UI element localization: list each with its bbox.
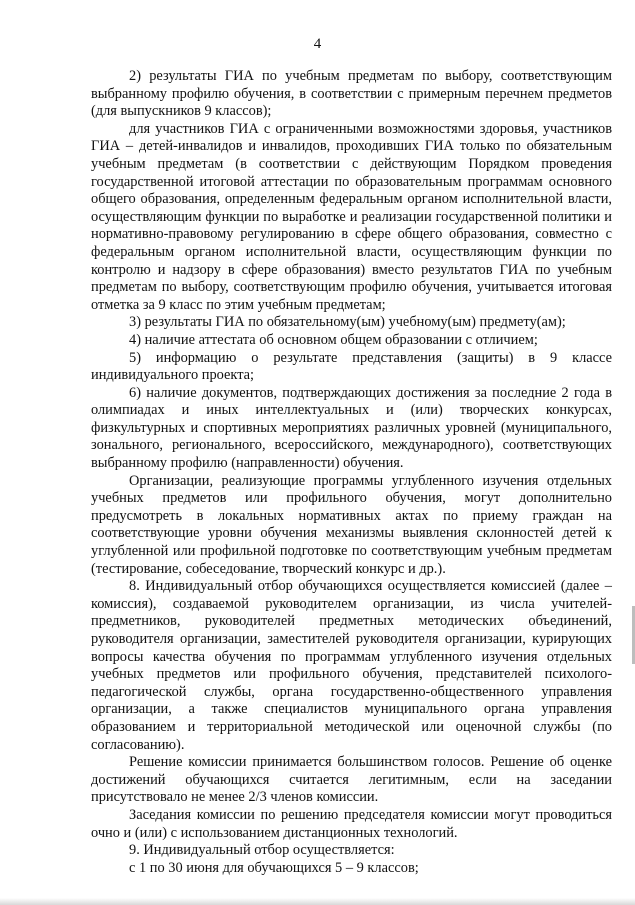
paragraph-item-3-mandatory-results: 3) результаты ГИА по обязательному(ым) учебному(ым) предмету(ам); <box>129 314 566 331</box>
paragraph-section-8-commission: 8. Индивидуальный отбор обучающихся осуществляется комиссией (далее – комиссия), создаваемой руководителем организации, из числа учителей-предметников, руководителей предметных методических объединений, руководителя организации, заместителей руководителя организации, курирующих вопросы качества обучения по программам углубленного изучения отдельных учебных предметов или профильного обучения, представителей психолого-педагогической службы, органа государственно-общественного управления организации, а также специалистов муниципального органа управления образованием и территориальной методической или оценочной службы (по согласованию). <box>91 578 612 753</box>
paragraph-section-9-selection: 9. Индивидуальный отбор осуществляется: <box>129 842 395 859</box>
scan-bottom-strip <box>0 898 635 905</box>
paragraph-selection-dates: с 1 по 30 июня для обучающихся 5 – 9 классов; <box>129 859 419 876</box>
document-body <box>91 68 612 877</box>
paragraph-item-4-certificate: 4) наличие аттестата об основном общем образовании с отличием; <box>129 331 538 348</box>
paragraph-item-5-project: 5) информацию о результате представления (защиты) в 9 классе индивидуального проекта; <box>91 349 612 384</box>
page-number: 4 <box>313 36 322 52</box>
paragraph-organizations: Организации, реализующие программы углубленного изучения отдельных учебных предметов или профильного обучения, могут дополнительно предусмотреть в локальных нормативных актах по приему граждан на соответствующие уровни обучения механизмы выявления склонностей детей к углубленной или профильной подготовке по соответствующим учебным предметам (тестирование, собеседование, творческий конкурс и др.). <box>91 472 612 577</box>
paragraph-disabled-participants: для участников ГИА с ограниченными возможностями здоровья, участников ГИА – детей-инвалидов и инвалидов, проходивших ГИА только по обязательным учебным предметам (в соответствии с действующим Порядком проведения государственной итоговой аттестации по образовательным программам основного общего образования, определенным федеральным органом исполнительной власти, осуществляющим функции по выработке и реализации государственной политики и нормативно-правовому регулированию в сфере общего образования, совместно с федеральным органом исполнительной власти, осуществляющим функции по контролю и надзору в сфере образования) вместо результатов ГИА по учебным предметам по выбору, соответствующим профилю обучения, учитывается итоговая отметка за 9 класс по этим учебным предметам; <box>91 120 612 313</box>
paragraph-commission-meetings: Заседания комиссии по решению председателя комиссии могут проводиться очно и (или) с использованием дистанционных технологий. <box>91 806 612 841</box>
paragraph-item-6-achievements: 6) наличие документов, подтверждающих достижения за последние 2 года в олимпиадах и иных интеллектуальных и (или) творческих конкурсах, физкультурных и спортивных мероприятиях различных уровней (муниципального, зонального, регионального, всероссийского, международного), соответствующих выбранному профилю (направленности) обучения. <box>91 384 612 472</box>
paragraph-item-2-profile-results: 2) результаты ГИА по учебным предметам по выбору, соответствующим выбранному профилю обучения, в соответствии с примерным перечнем предметов (для выпускников 9 классов); <box>91 68 612 120</box>
paragraph-commission-decision: Решение комиссии принимается большинством голосов. Решение об оценке достижений обучающихся считается легитимным, если на заседании присутствовало не менее 2/3 членов комиссии. <box>91 754 612 806</box>
